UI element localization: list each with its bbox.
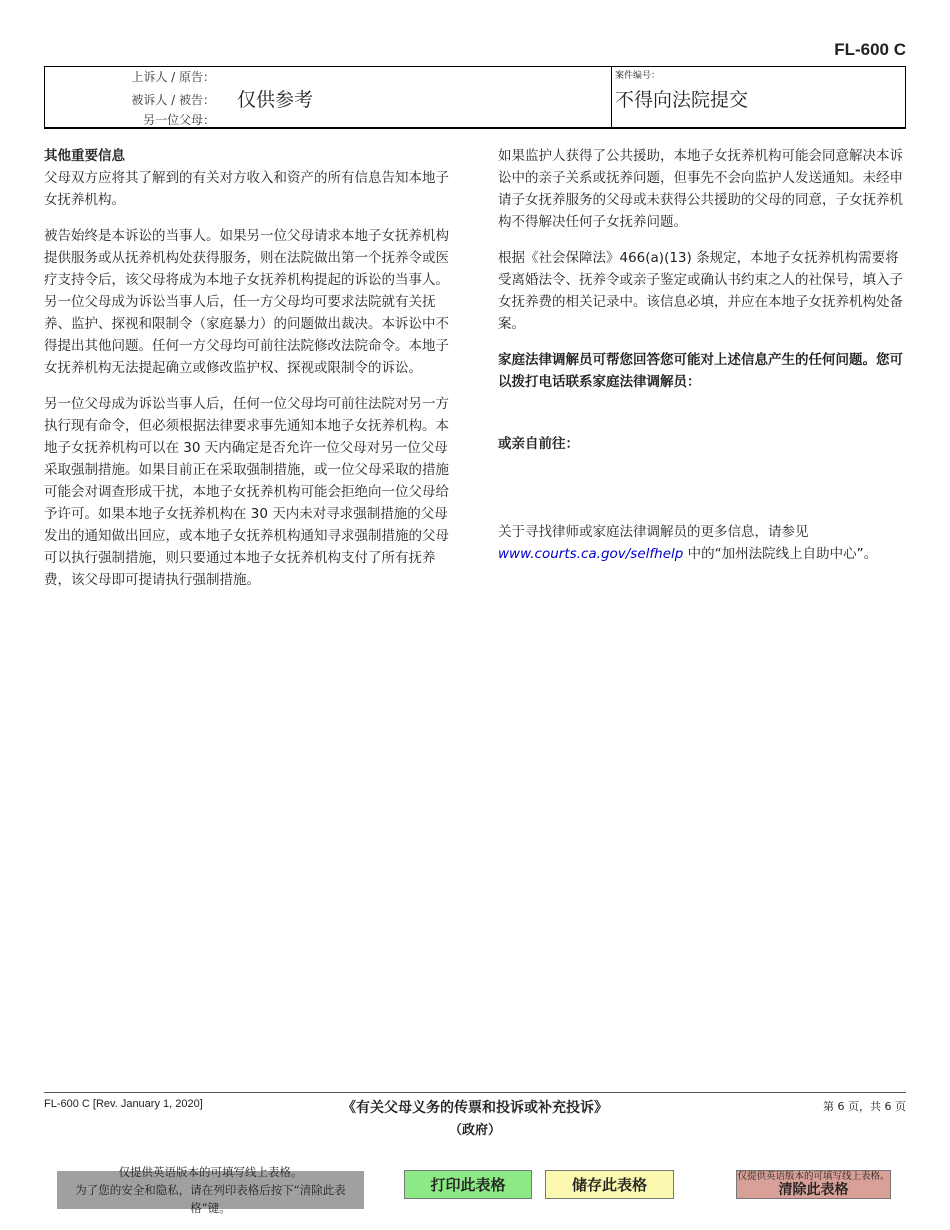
- text: 中的“加州法院线上自助中心”。: [687, 546, 878, 562]
- respondent-label: 被诉人 / 被告：: [131, 93, 215, 107]
- paragraph: 另一位父母成为诉讼当事人后，任何一位父母均可前往法院对另一方执行现有命令，但必须根据法律要求事先通知本地子女抚养机构。本地子女抚养机构可以在 30 天内确定是否允许一位父母对另一位父母采取强制措施。如果目前正在采取强制措施，或一位父母采取的措施可能会对调查形成干扰，本地子女抚养机构可能会拒绝向一位父母给予许可。如果本地子女抚养机构在 30 天内未对寻求强制措施的父母发出的通知做出回应，或本地子女抚养机构通知寻求强制措施的父母可以执行强制措施，则只要通过本地子女抚养机构支付了所有抚养费，该父母即可提请执行强制措施。: [44, 396, 449, 588]
- paragraph: 如果监护人获得了公共援助，本地子女抚养机构可能会同意解决本诉讼中的亲子关系或抚养问题，但事先不会向监护人发送通知。未经申请子女抚养服务的父母或未获得公共援助的父母的同意，子女抚养机构不得解决任何子女抚养问题。: [498, 148, 903, 230]
- paragraph: 父母双方应将其了解到的有关对方收入和资产的所有信息告知本地子女抚养机构。: [44, 170, 449, 208]
- paragraph-bold: 或亲自前往：: [498, 436, 579, 452]
- text: 关于寻找律师或家庭法律调解员的更多信息，请参见: [498, 524, 809, 540]
- appellant-label: 上诉人 / 原告：: [131, 70, 215, 84]
- right-column: [498, 145, 908, 579]
- party-section: [45, 67, 612, 127]
- clear-label: 清除此表格: [778, 1182, 849, 1198]
- paragraph: 根据《社会保障法》466(a)(13) 条规定，本地子女抚养机构需要将受离婚法令、抚养令或亲子鉴定或确认书约束之人的社保号，填入子女抚养费的相关记录中。该信息必填，并应在本地子女抚养机构处备案。: [498, 250, 903, 332]
- print-button[interactable]: 打印此表格: [404, 1170, 532, 1199]
- form-subtitle: （政府）: [448, 1123, 501, 1138]
- caption-box: [44, 66, 906, 129]
- left-column: [44, 145, 452, 605]
- form-number: FL-600 C: [834, 40, 906, 59]
- revision: FL-600 C [Rev. January 1, 2020]: [44, 1098, 203, 1110]
- footer: [44, 1092, 906, 1138]
- selfhelp-link[interactable]: www.courts.ca.gov/selfhelp: [498, 546, 688, 562]
- notice-line: 为了您的安全和隐私，请在列印表格后按下“清除此表格”键。: [75, 1183, 346, 1215]
- online-form-notice: [57, 1165, 364, 1215]
- paragraph-bold: 家庭法律调解员可帮您回答您可能对上述信息产生的任何问题。您可以拨打电话联系家庭法律调解员：: [498, 352, 903, 390]
- notice-line: 仅提供英语版本的可填写线上表格。: [118, 1165, 303, 1179]
- paragraph: 被告始终是本诉讼的当事人。如果另一位父母请求本地子女抚养机构提供服务或从抚养机构处获得服务，则在法院做出第一个抚养令或医疗支持令后，该父母将成为本地子女抚养机构提起的诉讼的当事人。另一位父母成为诉讼当事人后，任一方父母均可要求法院就有关抚养、监护、探视和限制令（家庭暴力）的问题做出裁决。本诉讼中不得提出其他问题。任何一方父母均可前往法院修改法院命令。本地子女抚养机构无法提起确立或修改监护权、探视或限制令的诉讼。: [44, 228, 449, 376]
- case-number-value: 不得向法院提交: [615, 89, 749, 111]
- other-parent-label: 另一位父母：: [142, 113, 215, 127]
- respondent-value: 仅供参考: [237, 89, 314, 111]
- clear-note: 仅提供英语版本的可填写线上表格。: [737, 1171, 890, 1182]
- section-heading: 其他重要信息: [44, 148, 125, 164]
- page-number: 第 6 页，共 6 页: [823, 1100, 906, 1113]
- case-number-label: 案件编号：: [615, 71, 661, 81]
- form-title: 《有关父母义务的传票和投诉或补充投诉》: [342, 1100, 608, 1116]
- save-button[interactable]: 储存此表格: [545, 1170, 674, 1199]
- paragraph: [498, 521, 908, 565]
- clear-button[interactable]: [736, 1170, 891, 1199]
